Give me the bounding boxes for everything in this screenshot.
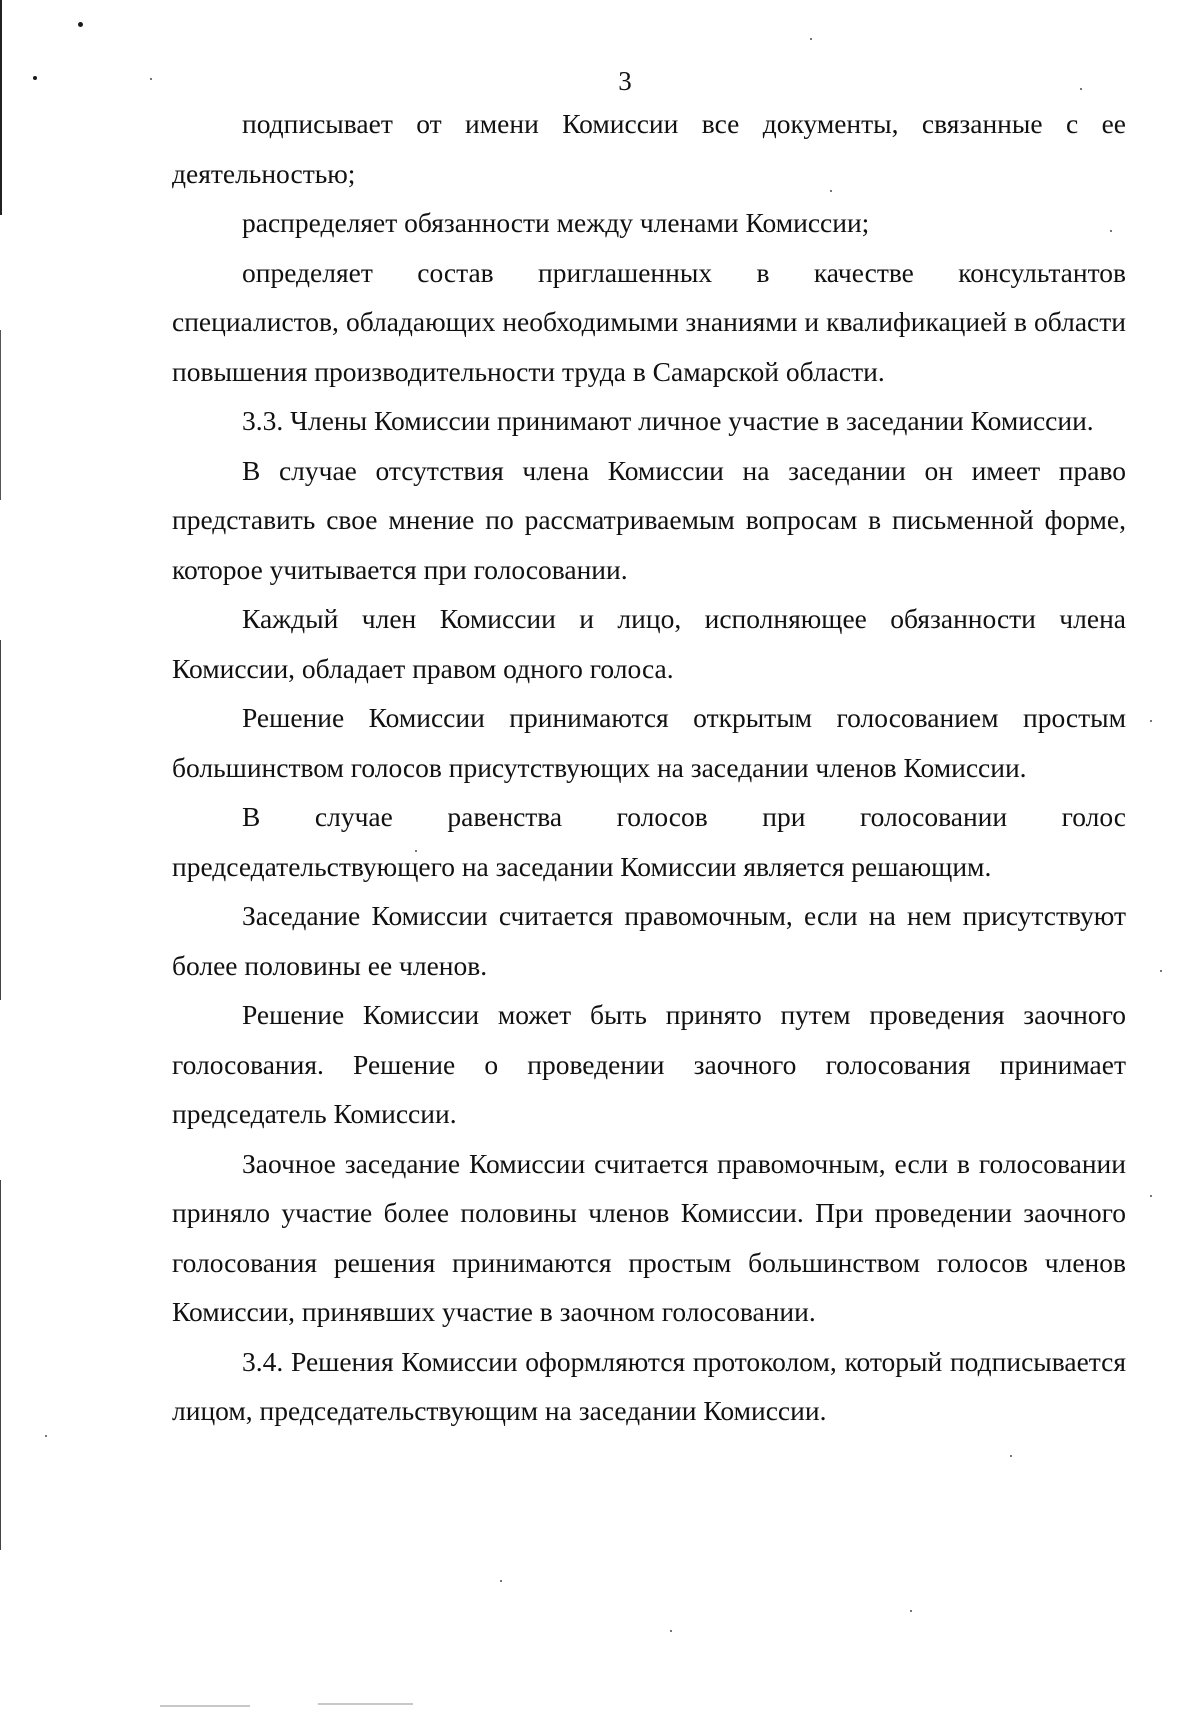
scan-speck	[78, 22, 83, 27]
scan-edge-mark	[160, 1705, 250, 1707]
paragraph: специалистов, обладающих необходимыми знаниями и квалификацией в области повышения производительности труда в Самарской области.	[172, 306, 1126, 387]
scan-edge-mark	[318, 1703, 413, 1705]
scan-dot	[1160, 970, 1162, 972]
paragraph: 3.3. Члены Комиссии принимают личное участие в заседании Комиссии.	[242, 405, 1094, 436]
paragraph: Решение Комиссии принимаются открытым голосованием простым большинством голосов присутствующих на заседании членов Комиссии.	[172, 702, 1126, 783]
scan-dot	[45, 1435, 47, 1437]
page-number: 3	[618, 66, 632, 96]
paragraph: деятельностью;	[172, 157, 356, 189]
paragraph: 3.4. Решения Комиссии оформляются протоколом, который подписывается лицом, председательствующим на заседании Комиссии.	[172, 1345, 1126, 1426]
scan-edge-line	[0, 640, 1, 1000]
paragraph: распределяет обязанности между членами Комиссии;	[242, 207, 870, 238]
scan-edge-line	[0, 330, 1, 500]
scan-edge-line	[0, 1180, 1, 1550]
scan-dot	[910, 1610, 912, 1612]
document-body	[172, 99, 1126, 1436]
paragraph: подписывает от имени Комиссии все документы, связанные с ее	[242, 108, 1126, 139]
scan-dot	[670, 1630, 672, 1632]
paragraph: Заседание Комиссии считается правомочным, если на нем присутствуют более половины ее членов.	[172, 900, 1126, 981]
paragraph: Решение Комиссии может быть принято путем проведения заочного голосования. Решение о проведении заочного голосования принимает председатель Комиссии.	[172, 999, 1126, 1129]
paragraph: В случае отсутствия члена Комиссии на заседании он имеет право представить свое мнение по рассматриваемым вопросам в письменной форме, которое учитывается при голосовании.	[172, 454, 1126, 585]
scan-dot	[500, 1580, 502, 1582]
scan-dot	[1150, 1195, 1152, 1197]
scan-edge-line	[0, 0, 2, 215]
scan-dot	[810, 38, 812, 40]
paragraph: Заочное заседание Комиссии считается правомочным, если в голосовании приняло участие более половины членов Комиссии. При проведении заочного голосования решения принимаются простым большинством голосов членов Комиссии, принявших участие в заочном голосовании.	[172, 1147, 1126, 1327]
scan-dot	[1010, 1455, 1012, 1457]
paragraph: определяет состав приглашенных в качестве консультантов	[242, 256, 1126, 288]
scan-dot	[1150, 720, 1152, 722]
paragraph: В случае равенства голосов при голосовании голос председательствующего на заседании Комиссии является решающим.	[172, 801, 1126, 882]
paragraph: Каждый член Комиссии и лицо, исполняющее обязанности члена Комиссии, обладает правом одного голоса.	[172, 603, 1126, 684]
